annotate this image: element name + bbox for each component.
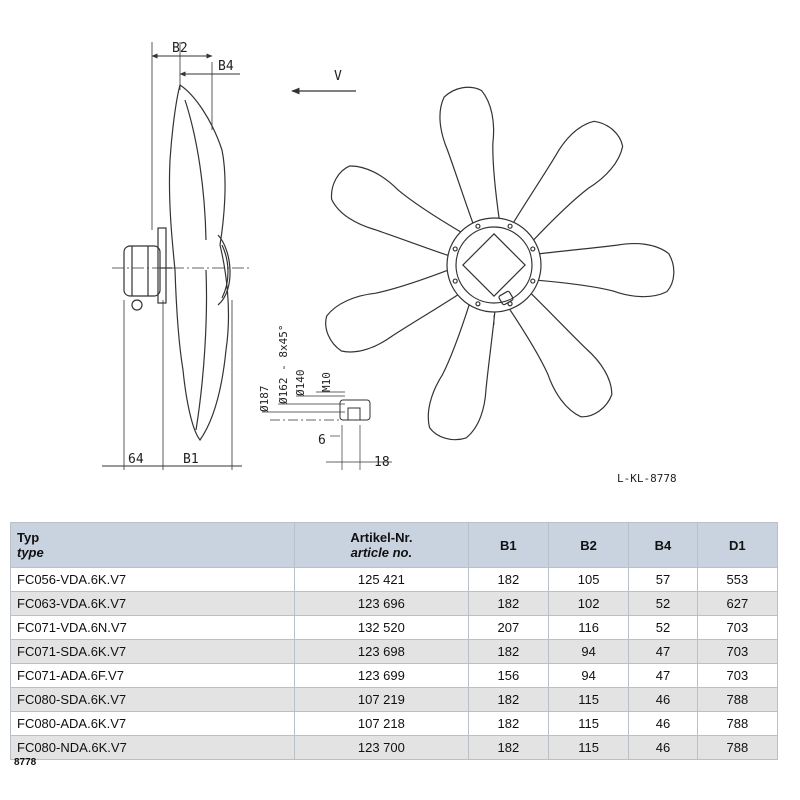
header-b2: B2 [548,523,628,568]
side-view [102,42,250,470]
dim-label-b4: B4 [218,59,234,74]
table-cell: 123 698 [295,640,469,664]
table-cell: FC063-VDA.6K.V7 [11,592,295,616]
drawing-reference: L-KL-8778 [617,472,677,485]
fan-blade [319,259,467,361]
fan-blade [322,158,468,270]
motor-body [124,246,160,296]
table-cell: 94 [548,664,628,688]
footnote: 8778 [14,757,37,768]
table-cell: 703 [697,640,777,664]
table-cell: FC080-ADA.6K.V7 [11,712,295,736]
table-cell: 788 [697,712,777,736]
table-cell: 107 218 [295,712,469,736]
table-cell: 182 [468,736,548,760]
table-row [11,736,778,760]
table-cell: FC080-NDA.6K.V7 [11,736,295,760]
table-header-row [11,523,778,568]
table-cell: 182 [468,712,548,736]
table-cell: 46 [629,688,698,712]
table-cell: FC071-VDA.6N.V7 [11,616,295,640]
table-cell: 57 [629,568,698,592]
table-cell: 52 [629,616,698,640]
table-cell: 132 520 [295,616,469,640]
table-cell: 788 [697,688,777,712]
table-cell: FC080-SDA.6K.V7 [11,688,295,712]
dim-label-d140: Ø140 [294,369,307,396]
fan-blade [435,84,511,229]
table-cell: 52 [629,592,698,616]
table-cell: 123 700 [295,736,469,760]
header-b1: B1 [468,523,548,568]
table-row [11,616,778,640]
table-cell: 788 [697,736,777,760]
table-cell: 182 [468,640,548,664]
header-typ: Typ type [11,523,295,568]
header-artikel-nr: Artikel-Nr. article no. [295,523,469,568]
table-cell: 115 [548,736,628,760]
table-cell: 182 [468,568,548,592]
table-cell: 125 421 [295,568,469,592]
table-cell: 207 [468,616,548,640]
table-cell: 703 [697,616,777,640]
dim-label-m10: M10 [320,372,333,392]
fan-blade [535,239,675,299]
table-cell: 46 [629,736,698,760]
dim-label-d162: Ø162 - 8x45° [277,324,290,404]
hub-outer-ring [447,218,541,312]
front-view [319,84,675,446]
table-row [11,640,778,664]
table-cell: 123 696 [295,592,469,616]
table-cell: 703 [697,664,777,688]
spec-table [10,522,778,760]
table-cell: 156 [468,664,548,688]
dim-label-b2: B2 [172,41,188,56]
table-cell: 107 219 [295,688,469,712]
dim-label-18: 18 [374,455,390,470]
table-row [11,688,778,712]
table-row [11,568,778,592]
table-cell: FC056-VDA.6K.V7 [11,568,295,592]
dim-label-b1: B1 [183,452,199,467]
table-cell: 627 [697,592,777,616]
table-cell: 115 [548,688,628,712]
table-cell: 553 [697,568,777,592]
table-cell: 115 [548,712,628,736]
table-cell: 47 [629,664,698,688]
table-cell: 105 [548,568,628,592]
table-cell: 47 [629,640,698,664]
table-row [11,712,778,736]
airflow-label-v: V [334,69,342,84]
table-cell: 123 699 [295,664,469,688]
dim-label-6: 6 [318,433,326,448]
table-cell: 102 [548,592,628,616]
fan-blade [422,299,510,446]
header-d1: D1 [697,523,777,568]
dim-label-64: 64 [128,452,144,467]
table-cell: FC071-SDA.6K.V7 [11,640,295,664]
table-cell: 182 [468,592,548,616]
table-row [11,664,778,688]
table-cell: 116 [548,616,628,640]
table-cell: 94 [548,640,628,664]
table-cell: FC071-ADA.6F.V7 [11,664,295,688]
header-b4: B4 [629,523,698,568]
blade-side-profile [169,85,228,440]
table-cell: 46 [629,712,698,736]
table-cell: 182 [468,688,548,712]
dim-label-d187: Ø187 [258,385,271,412]
table-row [11,592,778,616]
